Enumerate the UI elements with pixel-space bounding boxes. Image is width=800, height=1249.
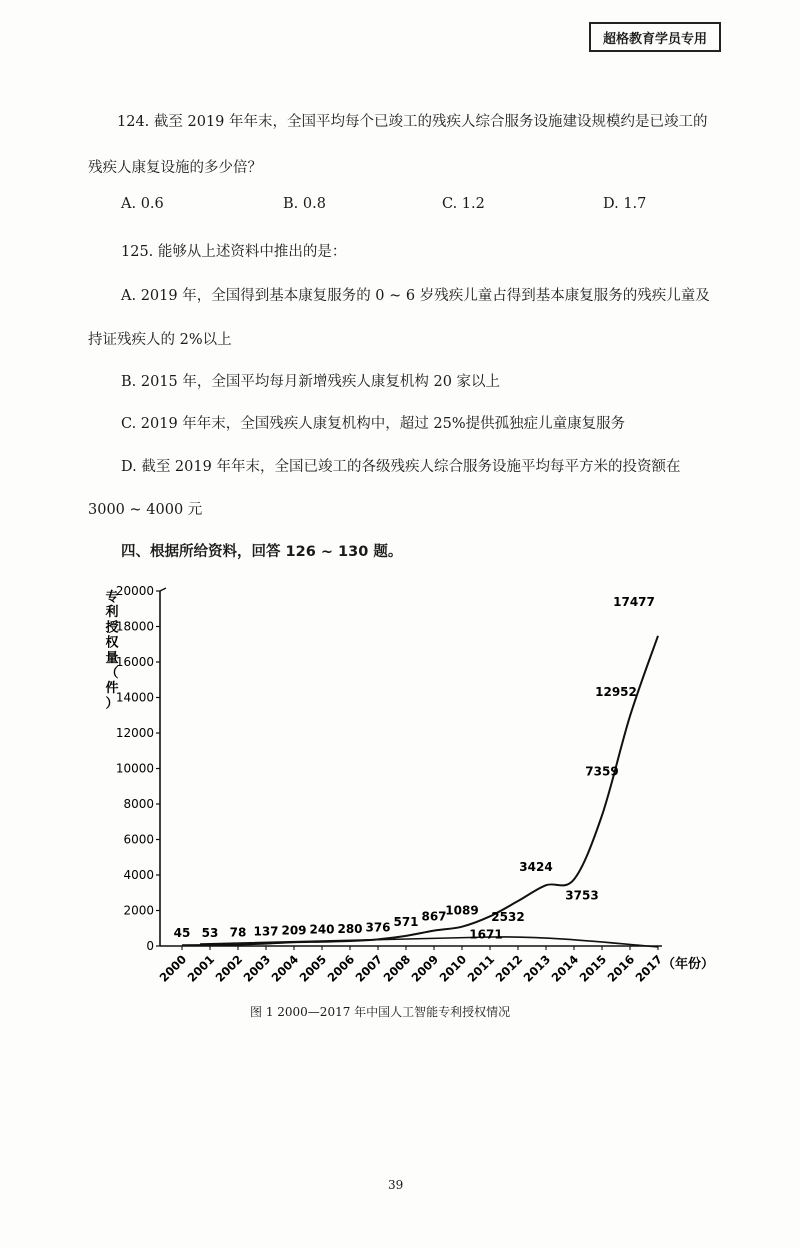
data-label: 376	[365, 920, 391, 935]
data-label: 3753	[565, 888, 599, 903]
y-tick-label: 4000	[123, 868, 154, 882]
q124-option-b: B. 0.8	[283, 196, 326, 212]
chart-caption: 图 1 2000—2017 年中国人工智能专利授权情况	[250, 1005, 511, 1019]
x-axis-title: （年份）	[662, 957, 715, 972]
y-tick-label: 0	[146, 939, 154, 953]
y-tick-label: 14000	[115, 690, 154, 705]
y-axis-title-char: ）	[105, 696, 119, 712]
q125-stem: 125. 能够从上述资料中推出的是：	[121, 244, 347, 260]
section-heading: 四、根据所给资料，回答 126 ~ 130 题。	[121, 544, 403, 560]
data-label: 3424	[519, 860, 553, 875]
y-axis-title-char: 权	[105, 635, 119, 651]
q125-option-d-line2: 3000 ~ 4000 元	[88, 502, 203, 518]
x-tick-label: 2001	[184, 952, 218, 985]
y-axis-title-char: 授	[105, 620, 119, 636]
data-label: 137	[253, 924, 279, 939]
data-label: 571	[393, 914, 419, 929]
x-tick-label: 2011	[464, 952, 498, 985]
data-label: 12952	[595, 685, 637, 700]
x-tick-label: 2007	[352, 952, 386, 985]
data-label: 1671	[469, 927, 503, 942]
y-axis-title-char: 利	[105, 605, 119, 621]
data-label: 45	[173, 926, 191, 941]
x-tick-label: 2013	[520, 952, 554, 985]
y-tick-label: 16000	[115, 655, 154, 669]
data-label: 78	[229, 925, 247, 940]
x-tick-label: 2005	[296, 952, 330, 985]
y-tick-label: 8000	[123, 797, 154, 811]
data-label: 7359	[585, 764, 619, 779]
y-axis-title-char: 量	[105, 650, 119, 666]
q124-option-c: C. 1.2	[442, 196, 485, 212]
x-tick-label: 2014	[548, 952, 582, 985]
page-number: 39	[388, 1178, 404, 1192]
q124-line2: 残疾人康复设施的多少倍？	[88, 160, 262, 176]
y-axis-title-char: （	[105, 666, 119, 681]
x-tick-label: 2016	[604, 952, 638, 985]
data-label: 209	[281, 923, 307, 938]
y-tick-label: 2000	[123, 903, 154, 918]
y-tick-label: 18000	[115, 619, 154, 634]
q125-option-b: B. 2015 年，全国平均每月新增残疾人康复机构 20 家以上	[121, 374, 501, 390]
y-tick-label: 12000	[115, 726, 154, 740]
x-tick-label: 2017	[632, 952, 666, 985]
x-tick-label: 2006	[324, 952, 358, 985]
data-label: 240	[309, 922, 335, 937]
x-tick-label: 2000	[156, 952, 190, 985]
q124-option-a: A. 0.6	[121, 196, 164, 212]
x-axis	[157, 946, 666, 985]
data-label: 53	[201, 926, 219, 941]
y-axis-title-char: 专	[105, 590, 119, 605]
y-tick-label: 6000	[123, 832, 154, 847]
x-tick-label: 2002	[212, 952, 246, 985]
data-label: 17477	[613, 594, 655, 609]
data-labels	[174, 595, 655, 942]
q125-option-c: C. 2019 年年末，全国残疾人康复机构中，超过 25%提供孤独症儿童康复服务	[121, 416, 626, 432]
x-tick-label: 2004	[268, 952, 302, 985]
stamp-label: 超格教育学员专用	[589, 22, 721, 52]
y-axis-cap	[160, 588, 166, 591]
q124-line1: 124. 截至 2019 年年末，全国平均每个已竣工的残疾人综合服务设施建设规模约是已竣工的	[117, 114, 708, 130]
y-tick-label: 10000	[115, 761, 154, 776]
y-tick-label: 20000	[115, 584, 154, 598]
y-axis	[116, 584, 166, 953]
data-label: 867	[421, 909, 447, 924]
x-tick-label: 2009	[408, 952, 442, 985]
x-tick-label: 2008	[380, 952, 414, 985]
y-axis-title-char: 件	[105, 681, 119, 697]
data-label: 1089	[445, 903, 479, 918]
q125-option-a-line2: 持证残疾人的 2%以上	[88, 332, 232, 348]
q125-option-a-line1: A. 2019 年，全国得到基本康复服务的 0 ~ 6 岁残疾儿童占得到基本康复服务的残疾儿童及	[121, 288, 710, 304]
q125-option-d-line1: D. 截至 2019 年年末，全国已竣工的各级残疾人综合服务设施平均每平方米的投资额在	[121, 459, 681, 475]
data-label: 280	[337, 922, 363, 937]
x-tick-label: 2003	[240, 952, 274, 985]
x-tick-label: 2010	[436, 952, 470, 985]
q124-option-d: D. 1.7	[603, 196, 647, 212]
x-tick-label: 2012	[492, 952, 526, 985]
data-label: 2532	[491, 910, 525, 925]
x-tick-label: 2015	[576, 952, 610, 985]
